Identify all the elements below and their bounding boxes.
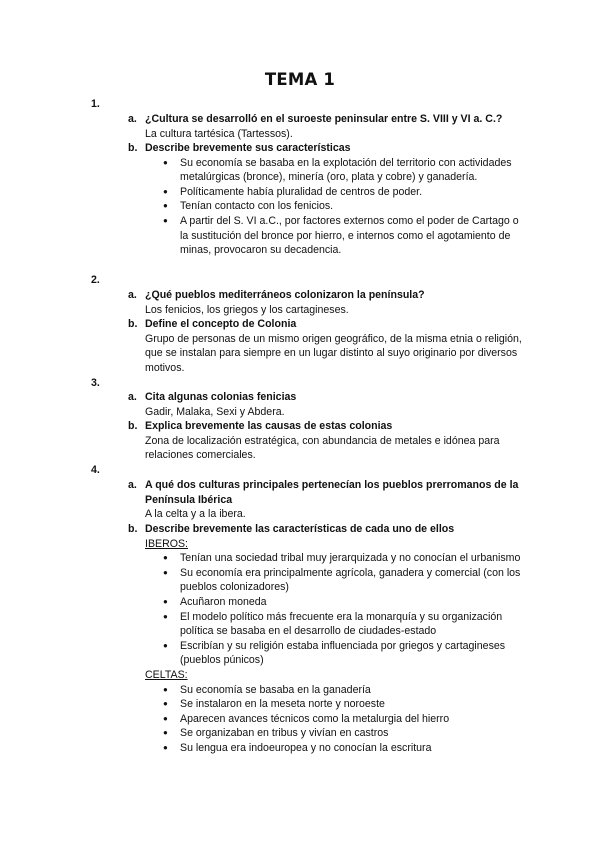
question-2a xyxy=(128,288,528,317)
list-item: ● Su lengua era indoeuropea y no conocían la escritura xyxy=(145,741,528,756)
list-item: ● Se organizaban en tribus y vivían en castros xyxy=(145,726,528,741)
question-text: Define el concepto de Colonia xyxy=(145,318,297,330)
list-item: ● El modelo político más frecuente era la monarquía y su organización política se basaba en el desarrollo de ciudades-estado xyxy=(145,610,528,639)
iberos-heading: IBEROS: xyxy=(145,537,188,550)
list-item: ● Su economía se basaba en la explotación del territorio con actividades metalúrgicas (bronce), minería (oro, plata y cobre) y ganadería. xyxy=(145,156,528,185)
list-item: ● A partir del S. VI a.C., por factores externos como el poder de Cartago o la sustitución del bronce por hierro, e internos como el agotamiento de minas, provocaron su decadencia. xyxy=(145,214,528,258)
list-item: ● Acuñaron moneda xyxy=(145,595,528,610)
item-label: a. xyxy=(128,113,137,125)
question-3-number: 3. xyxy=(91,377,100,389)
answer-text: Gadir, Malaka, Sexi y Abdera. xyxy=(145,405,285,418)
list-item: ● Se instalaron en la meseta norte y noroeste xyxy=(145,697,528,712)
question-text: Cita algunas colonias fenicias xyxy=(145,391,297,403)
item-label: b. xyxy=(128,142,138,154)
list-item: ● Tenían una sociedad tribal muy jerarquizada y no conocían el urbanismo xyxy=(145,551,528,566)
answer-text: Zona de localización estratégica, con abundancia de metales e idónea para relaciones comerciales. xyxy=(145,434,500,462)
question-3b xyxy=(128,419,528,463)
question-text: A qué dos culturas principales pertenecían los pueblos prerromanos de la Península Ibérica xyxy=(145,479,519,506)
question-text: Describe brevemente las características de cada uno de ellos xyxy=(145,523,455,535)
question-4-number: 4. xyxy=(91,464,100,476)
answer-text: La cultura tartésica (Tartessos). xyxy=(145,127,293,140)
celtas-list xyxy=(145,683,528,756)
question-1a xyxy=(128,112,528,141)
list-item: ● Tenían contacto con los fenicios. xyxy=(145,199,528,214)
question-4b xyxy=(128,522,528,756)
question-4a xyxy=(128,478,528,522)
item-label: b. xyxy=(128,420,138,432)
question-text: Describe brevemente sus características xyxy=(145,142,351,154)
page-title: TEMA 1 xyxy=(264,70,336,89)
answer-text: Los fenicios, los griegos y los cartagineses. xyxy=(145,303,349,316)
question-1-number: 1. xyxy=(91,98,100,110)
iberos-list xyxy=(145,551,528,668)
item-label: a. xyxy=(128,391,137,403)
list-item: ● Escribían y su religión estaba influenciada por griegos y cartagineses (pueblos púnicos) xyxy=(145,639,528,668)
list-item: ● Aparecen avances técnicos como la metalurgia del hierro xyxy=(145,712,528,727)
question-1b xyxy=(128,141,528,258)
item-label: b. xyxy=(128,523,138,535)
answer-text: Grupo de personas de un mismo origen geográfico, de la misma etnia o religión, que se instalan para siempre en un lugar distinto al suyo originario por diversos motivos. xyxy=(145,332,522,374)
question-2b xyxy=(128,317,528,375)
item-label: a. xyxy=(128,289,137,301)
question-2-number: 2. xyxy=(91,274,100,286)
answer-text: A la celta y a la ibera. xyxy=(145,508,246,521)
item-label: b. xyxy=(128,318,138,330)
list-item: ● Su economía era principalmente agrícola, ganadera y comercial (con los pueblos colonizadores) xyxy=(145,566,528,595)
question-3a xyxy=(128,390,528,419)
question-text: Explica brevemente las causas de estas colonias xyxy=(145,420,393,432)
list-item: ● Políticamente había pluralidad de centros de poder. xyxy=(145,185,528,200)
characteristics-list xyxy=(145,156,528,258)
celtas-heading: CELTAS: xyxy=(145,668,188,681)
item-label: a. xyxy=(128,479,137,491)
question-text: ¿Cultura se desarrolló en el suroeste peninsular entre S. VIII y VI a. C.? xyxy=(145,113,503,125)
list-item: ● Su economía se basaba en la ganadería xyxy=(145,683,528,698)
question-text: ¿Qué pueblos mediterráneos colonizaron la península? xyxy=(145,289,425,301)
